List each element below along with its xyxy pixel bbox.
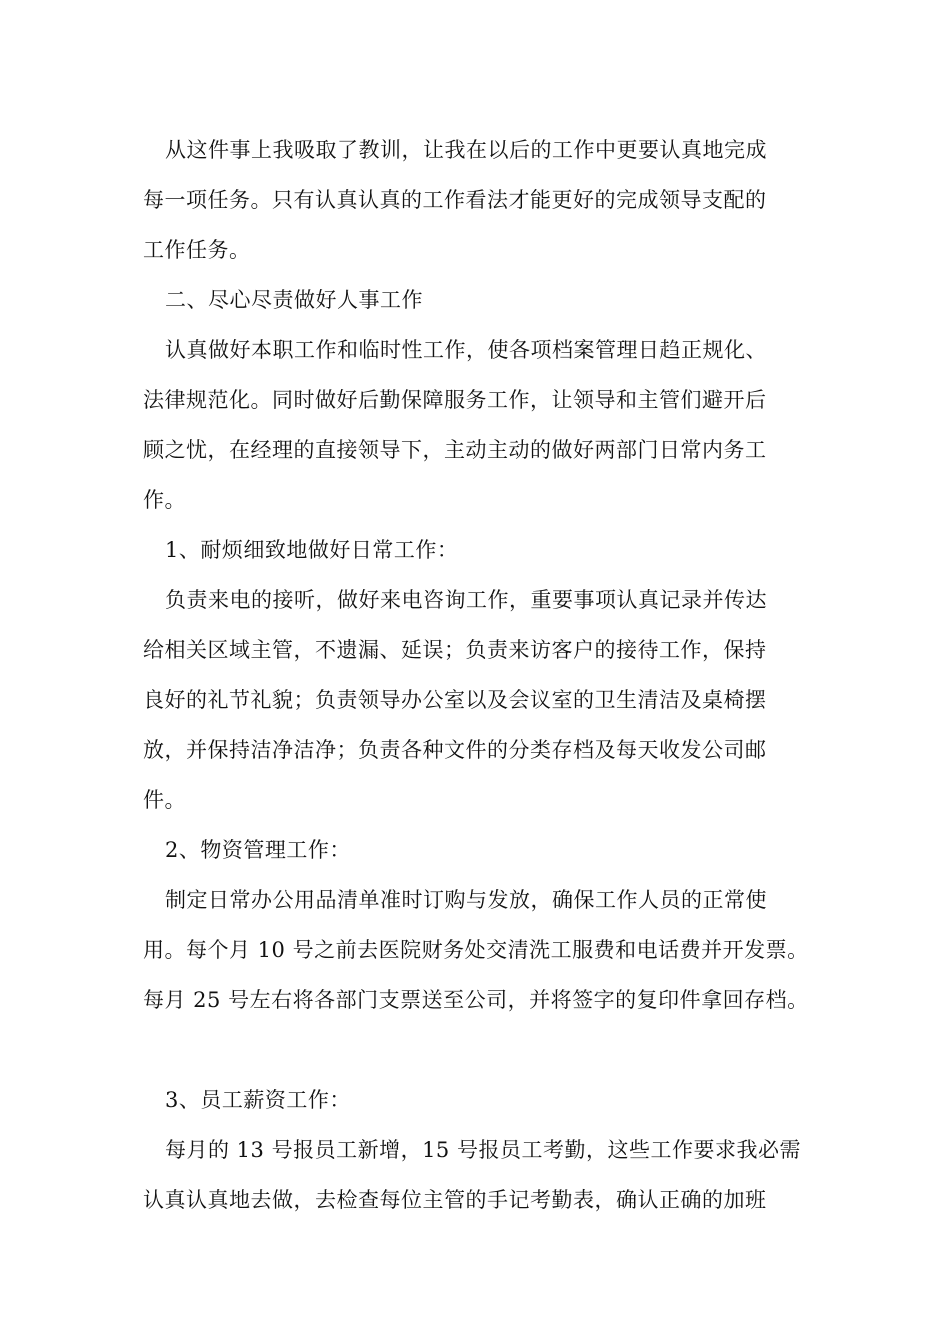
paragraph-line: 顾之忧，在经理的直接领导下，主动主动的做好两部门日常内务工 bbox=[143, 438, 767, 462]
paragraph-line: 用。每个月 10 号之前去医院财务处交清洗工服费和电话费并开发票。 bbox=[143, 938, 809, 962]
paragraph-line: 负责来电的接听，做好来电咨询工作，重要事项认真记录并传达 bbox=[165, 588, 767, 612]
paragraph-line: 放，并保持洁净洁净；负责各种文件的分类存档及每天收发公司邮 bbox=[143, 738, 767, 762]
paragraph-line: 良好的礼节礼貌；负责领导办公室以及会议室的卫生清洁及桌椅摆 bbox=[143, 688, 767, 712]
subsection-heading: 1、耐烦细致地做好日常工作： bbox=[165, 538, 459, 562]
paragraph-line: 件。 bbox=[143, 788, 186, 812]
section-heading: 二、尽心尽责做好人事工作 bbox=[165, 288, 423, 312]
paragraph-line: 给相关区域主管，不遗漏、延误；负责来访客户的接待工作，保持 bbox=[143, 638, 767, 662]
paragraph-line: 每月 25 号左右将各部门支票送至公司，并将签字的复印件拿回存档。 bbox=[143, 988, 809, 1012]
paragraph-line: 每一项任务。只有认真认真的工作看法才能更好的完成领导支配的 bbox=[143, 188, 767, 212]
paragraph-line: 认真做好本职工作和临时性工作，使各项档案管理日趋正规化、 bbox=[165, 338, 767, 362]
subsection-heading: 2、物资管理工作： bbox=[165, 838, 351, 862]
paragraph-line: 工作任务。 bbox=[143, 238, 251, 262]
paragraph-line: 作。 bbox=[143, 488, 186, 512]
paragraph-line: 法律规范化。同时做好后勤保障服务工作，让领导和主管们避开后 bbox=[143, 388, 767, 412]
paragraph-line: 每月的 13 号报员工新增，15 号报员工考勤，这些工作要求我必需 bbox=[165, 1138, 801, 1162]
paragraph-line: 从这件事上我吸取了教训，让我在以后的工作中更要认真地完成 bbox=[165, 138, 767, 162]
subsection-heading: 3、员工薪资工作： bbox=[165, 1088, 351, 1112]
paragraph-line: 认真认真地去做，去检查每位主管的手记考勤表，确认正确的加班 bbox=[143, 1188, 767, 1212]
paragraph-line: 制定日常办公用品清单准时订购与发放，确保工作人员的正常使 bbox=[165, 888, 767, 912]
